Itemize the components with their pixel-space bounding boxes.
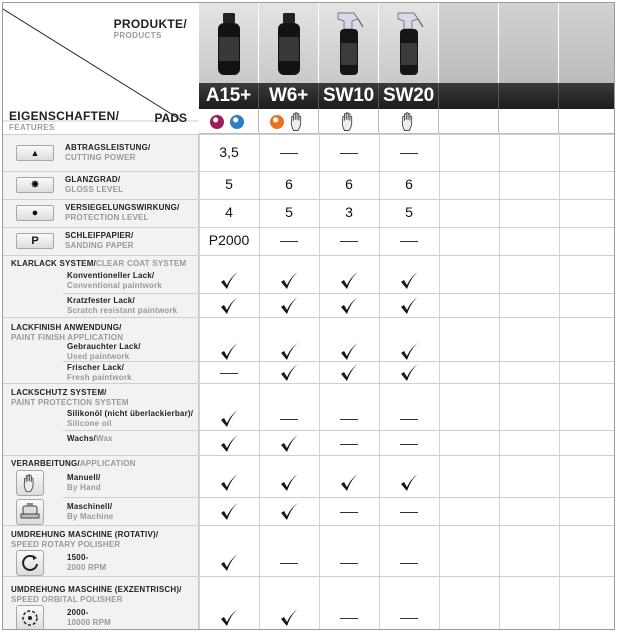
feature-label-en: 2000 RPM [67, 563, 107, 572]
feature-label-de: Wachs/ [67, 433, 96, 443]
value-cell: 6 [405, 176, 413, 192]
row-separator [3, 134, 615, 135]
feature-label-de: 2000- [67, 608, 89, 617]
dash-mark [340, 618, 358, 619]
feature-icon-sanding: P [16, 233, 54, 249]
product-pads [199, 109, 259, 134]
feature-label-de: KLARLACK SYSTEM/ [11, 259, 96, 268]
feature-label-en: Conventional paintwork [67, 281, 163, 290]
product-bottle-icon [392, 11, 426, 77]
dash-mark [400, 563, 418, 564]
product-pads [319, 109, 379, 134]
hand-icon [289, 111, 307, 132]
check-icon [339, 363, 359, 383]
feature-label [67, 409, 193, 429]
row-separator [3, 171, 615, 172]
comparison-table [2, 2, 615, 630]
feature-label-en: PAINT FINISH APPLICATION [11, 333, 124, 342]
feature-label-en: Scratch resistant paintwork [67, 306, 178, 315]
value-cell: 5 [285, 204, 293, 220]
feature-label-en: Wax [95, 433, 113, 443]
feature-label [67, 271, 162, 291]
hand-icon [400, 111, 418, 132]
feature-label-de: UMDREHUNG MASCHINE (ROTATIV)/ [11, 530, 159, 539]
product-bottle-icon [332, 11, 366, 77]
dash-mark [340, 563, 358, 564]
dash-mark [340, 444, 358, 445]
check-icon [219, 502, 239, 522]
feature-label [11, 585, 182, 605]
grid-line [439, 134, 440, 630]
check-icon [339, 271, 359, 291]
products-heading [114, 17, 187, 40]
rotary-icon [16, 550, 44, 576]
feature-label-de: 1500- [67, 553, 89, 562]
feature-label [67, 553, 106, 573]
dash-mark [280, 153, 298, 154]
value-cell: 3 [345, 204, 353, 220]
row-separator [3, 317, 615, 318]
feature-label [11, 530, 158, 550]
feature-label [67, 434, 113, 444]
feature-label-en: Used paintwork [67, 352, 130, 361]
feature-label [11, 459, 136, 469]
feature-label-de: Silikonöl (nicht überlackierbar)/ [67, 409, 194, 418]
feature-icon-cutting: ▲ [16, 145, 54, 161]
check-icon [279, 363, 299, 383]
feature-label-en: GLOSS LEVEL [65, 185, 124, 194]
check-icon [219, 342, 239, 362]
row-separator [3, 455, 615, 456]
feature-label-de: UMDREHUNG MASCHINE (EXZENTRISCH)/ [11, 585, 182, 594]
hand-icon [16, 470, 44, 496]
product-image-area [379, 3, 439, 83]
value-cell: 4 [225, 204, 233, 220]
feature-label-en: CUTTING POWER [65, 152, 136, 162]
feature-label-de: Manuell/ [67, 473, 101, 482]
feature-label-de: Gebrauchter Lack/ [67, 342, 141, 351]
value-cell: 3,5 [219, 143, 239, 160]
feature-label-en: APPLICATION [79, 459, 136, 468]
feature-label-de: SCHLEIFPAPIER/ [65, 231, 134, 240]
pads-heading: PADS [154, 111, 187, 125]
dash-mark [280, 563, 298, 564]
check-icon [219, 553, 239, 573]
feature-label-de: Frischer Lack/ [67, 363, 125, 372]
feature-label [65, 175, 123, 195]
dash-mark [400, 618, 418, 619]
feature-label [67, 363, 132, 383]
dash-mark [400, 444, 418, 445]
products-heading-de: PRODUKTE/ [113, 17, 187, 31]
dash-mark [280, 419, 298, 420]
pad-blue-icon [230, 115, 244, 129]
dash-mark [340, 512, 358, 513]
value-cell: P2000 [208, 232, 250, 248]
product-name: A15+ [199, 83, 259, 109]
check-icon [339, 342, 359, 362]
product-pads [379, 109, 439, 134]
dash-mark [340, 241, 358, 242]
grid-line [559, 134, 560, 630]
row-separator [63, 293, 615, 294]
features-heading [9, 109, 119, 132]
feature-label-en: Fresh paintwork [67, 373, 132, 382]
feature-label [65, 203, 179, 223]
feature-label [11, 259, 186, 269]
feature-label-en: By Hand [67, 483, 101, 492]
machine-icon [16, 499, 44, 525]
check-icon [279, 296, 299, 316]
row-separator [3, 227, 615, 228]
check-icon [219, 271, 239, 291]
dash-mark [400, 512, 418, 513]
features-heading-en: FEATURES [9, 123, 55, 132]
feature-label [11, 323, 123, 343]
check-icon [219, 608, 239, 628]
check-icon [219, 296, 239, 316]
value-cell: 5 [405, 204, 413, 220]
dash-mark [220, 373, 238, 374]
feature-label [65, 143, 150, 163]
feature-icon-gloss: ✸ [16, 177, 54, 193]
grid-line [499, 134, 500, 630]
row-separator [63, 497, 615, 498]
feature-label-en: Silicone oil [67, 419, 112, 428]
check-icon [219, 434, 239, 454]
check-icon [279, 434, 299, 454]
feature-label [65, 231, 134, 251]
product-name: SW10 [319, 83, 379, 109]
check-icon [279, 342, 299, 362]
row-separator [3, 525, 615, 526]
hand-icon [340, 111, 358, 132]
row-separator [3, 199, 615, 200]
feature-label [67, 342, 141, 362]
value-cell: 5 [225, 176, 233, 192]
product-name: SW20 [379, 83, 439, 109]
check-icon [279, 502, 299, 522]
feature-label-en: PAINT PROTECTION SYSTEM [11, 398, 129, 407]
feature-label-en: SPEED ORBITAL POLISHER [11, 595, 123, 604]
product-bottle-icon [212, 11, 246, 77]
feature-label-de: VERSIEGELUNGSWIRKUNG/ [65, 203, 180, 212]
check-icon [339, 296, 359, 316]
feature-label-en: SPEED ROTARY POLISHER [11, 540, 121, 549]
feature-label-en: By Machine [67, 512, 114, 521]
product-image-area [259, 3, 319, 83]
feature-label-de: ABTRAGSLEISTUNG/ [65, 142, 151, 152]
product-name: W6+ [259, 83, 319, 109]
dash-mark [280, 241, 298, 242]
feature-label [67, 608, 111, 628]
feature-label [67, 473, 101, 493]
check-icon [399, 296, 419, 316]
feature-label-en: SANDING PAPER [65, 241, 134, 250]
row-separator [63, 430, 615, 431]
table-header-corner [3, 3, 199, 134]
dash-mark [400, 153, 418, 154]
check-icon [219, 473, 239, 493]
dash-mark [340, 153, 358, 154]
dash-mark [400, 419, 418, 420]
value-cell: 6 [345, 176, 353, 192]
row-separator [3, 383, 615, 384]
check-icon [339, 473, 359, 493]
products-heading-en: PRODUCTS [113, 31, 162, 40]
feature-label-de: GLANZGRAD/ [65, 175, 121, 184]
feature-label-de: VERARBEITUNG/ [11, 459, 80, 468]
product-pads [259, 109, 319, 134]
check-icon [279, 608, 299, 628]
check-icon [279, 473, 299, 493]
check-icon [279, 271, 299, 291]
features-heading-de: EIGENSCHAFTEN/ [9, 109, 120, 123]
feature-label-en: CLEAR COAT SYSTEM [95, 259, 187, 268]
row-separator [3, 255, 615, 256]
feature-label-de: Konventioneller Lack/ [67, 271, 155, 280]
check-icon [219, 409, 239, 429]
value-cell: 6 [285, 176, 293, 192]
feature-label [67, 296, 177, 316]
feature-icon-protection: ● [16, 205, 54, 221]
hand-icon [22, 473, 39, 493]
feature-label [11, 388, 129, 408]
feature-label [67, 502, 113, 522]
dash-mark [340, 419, 358, 420]
check-icon [399, 271, 419, 291]
feature-label-en: 10000 RPM [67, 618, 112, 627]
product-bottle-icon [272, 11, 306, 77]
feature-label-de: LACKSCHUTZ SYSTEM/ [11, 388, 107, 397]
check-icon [399, 342, 419, 362]
pad-orange-icon [270, 115, 284, 129]
feature-label-de: Maschinell/ [67, 502, 113, 511]
dash-mark [400, 241, 418, 242]
orbital-icon [16, 605, 44, 630]
feature-label-de: Kratzfester Lack/ [67, 296, 135, 305]
feature-label-de: LACKFINISH ANWENDUNG/ [11, 323, 122, 332]
check-icon [399, 473, 419, 493]
row-separator [3, 576, 615, 577]
row-separator [63, 361, 615, 362]
feature-label-en: PROTECTION LEVEL [65, 213, 149, 222]
pad-magenta-icon [210, 115, 224, 129]
check-icon [399, 363, 419, 383]
product-image-area [199, 3, 259, 83]
product-image-area [319, 3, 379, 83]
